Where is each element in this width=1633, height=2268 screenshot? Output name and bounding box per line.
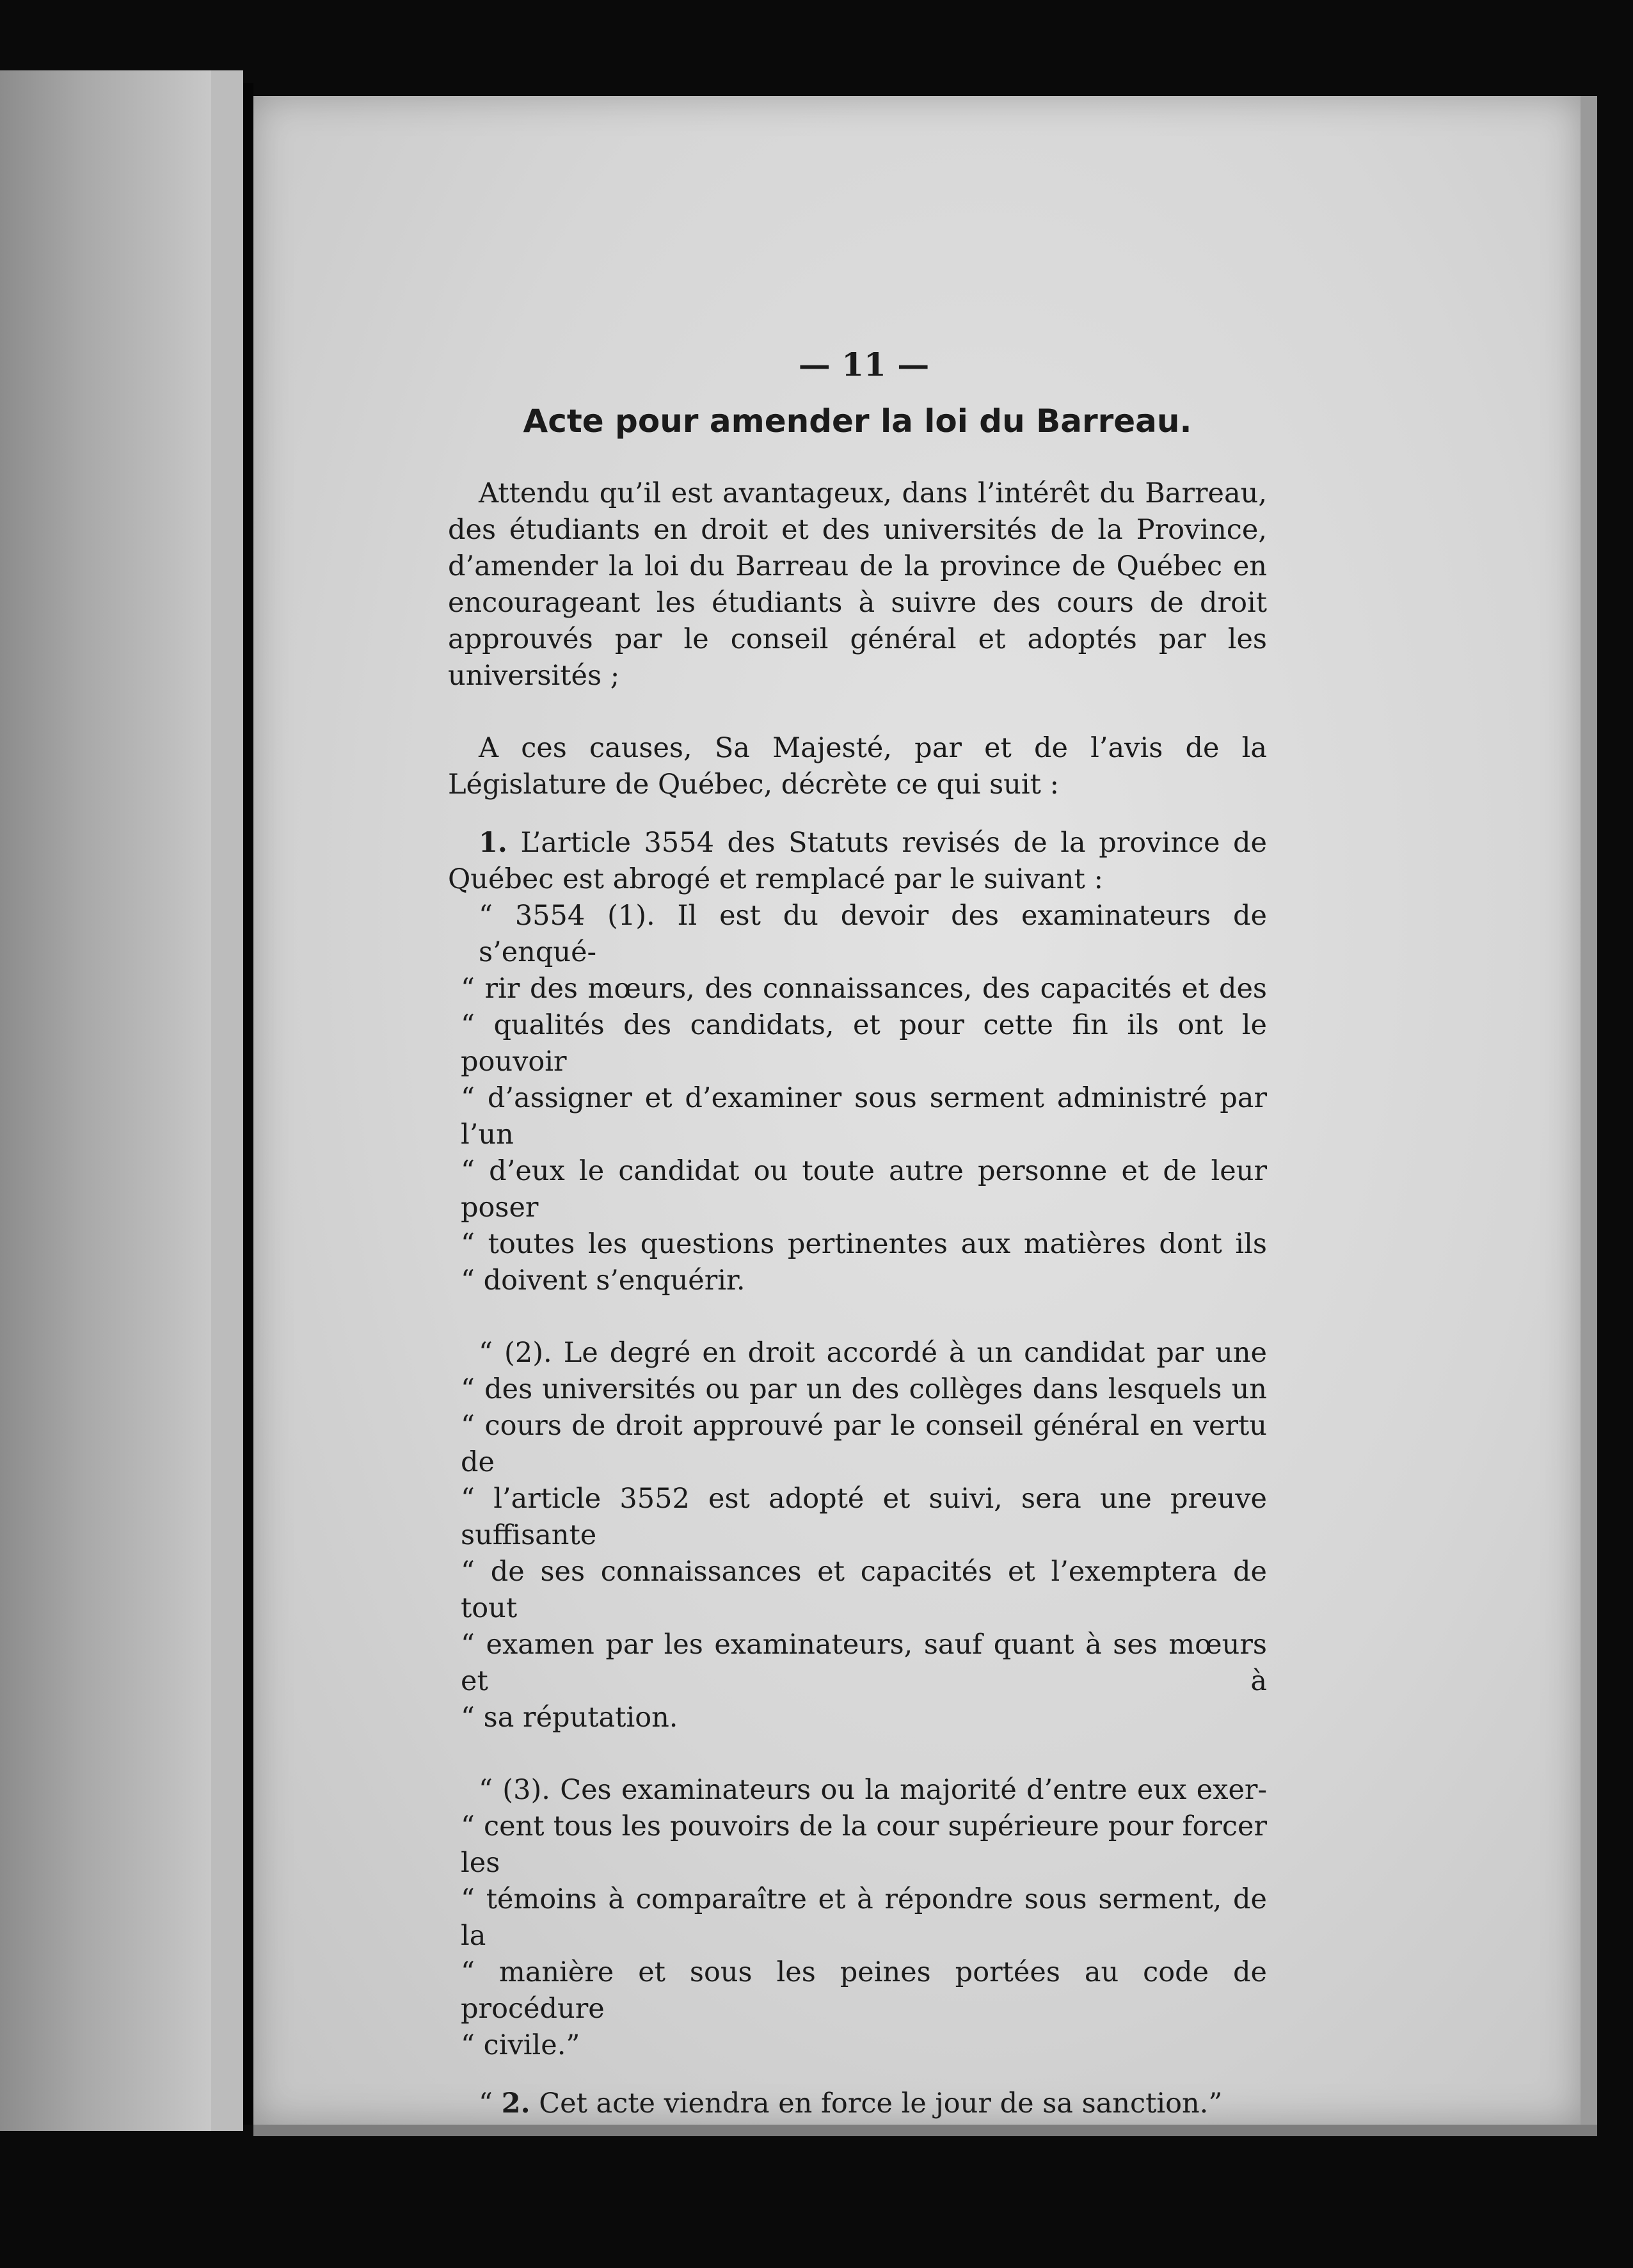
article-1-text: L’article 3554 des Statuts revisés de la province de Québec est abrogé et remplacé par le suivant : — [448, 827, 1267, 895]
enacting-clause: A ces causes, Sa Majesté, par et de l’avis de la Législature de Québec, décrète ce qui suit : — [448, 732, 1267, 801]
section-2-line: “ des universités ou par un des collèges dans lesquels un — [461, 1373, 1267, 1405]
page-number: — 11 — — [798, 346, 930, 383]
section-1-line: “ 3554 (1). Il est du devoir des examinateurs de s’enqué- — [479, 900, 1267, 968]
article-1 — [448, 825, 1267, 898]
section-1-line: “ d’assigner et d’examiner sous serment administré par l’un — [461, 1082, 1267, 1151]
article-2-number: 2. — [501, 2088, 530, 2120]
page-content — [448, 346, 1267, 2122]
preamble-paragraph: Attendu qu’il est avantageux, dans l’intérêt du Barreau, des étudiants en droit et des universités de la Province, d’amender la loi du Barreau de la province de Québec en encourageant les étudiants à suivre des cours de droit approuvés par le conseil général et adoptés par les universités ; — [448, 477, 1267, 692]
previous-page-edge — [0, 70, 211, 2131]
section-3-line: “ cent tous les pouvoirs de la cour supérieure pour forcer les — [461, 1810, 1267, 1879]
section-3-quote — [448, 1772, 1267, 2064]
section-1-line: “ doivent s’enquérir. — [461, 1265, 745, 1297]
book-spine — [243, 83, 253, 2125]
section-1-line: “ rir des mœurs, des connaissances, des capacités et des — [461, 973, 1267, 1005]
page-bottom-edge — [253, 2125, 1597, 2136]
section-2-quote — [448, 1335, 1267, 1736]
section-2-line: “ de ses connaissances et capacités et l’exemptera de tout — [461, 1556, 1267, 1624]
section-1-line: “ toutes les questions pertinentes aux matières dont ils — [461, 1228, 1267, 1260]
article-2 — [448, 2086, 1267, 2122]
section-2-line: “ examen par les examinateurs, sauf quant à ses mœurs et à — [461, 1629, 1267, 1697]
section-1-line: “ qualités des candidats, et pour cette fin ils ont le pouvoir — [461, 1009, 1267, 1078]
section-3-line: “ civile.” — [461, 2029, 580, 2061]
article-2-quote-mark: “ — [479, 2088, 493, 2120]
section-1-line: “ d’eux le candidat ou toute autre personne et de leur poser — [461, 1155, 1267, 1224]
section-2-line: “ l’article 3552 est adopté et suivi, sera une preuve suffisante — [461, 1483, 1267, 1551]
section-3-line: “ manière et sous les peines portées au code de procédure — [461, 1956, 1267, 2025]
article-1-number: 1. — [479, 827, 507, 859]
section-1-quote — [448, 898, 1267, 1299]
act-title: Acte pour amender la loi du Barreau. — [523, 403, 1192, 440]
section-3-line: “ témoins à comparaître et à répondre sous serment, de la — [461, 1883, 1267, 1952]
page-right-edge — [1581, 96, 1597, 2125]
section-2-line: “ cours de droit approuvé par le conseil général en vertu de — [461, 1410, 1267, 1478]
article-2-text: Cet acte viendra en force le jour de sa sanction.” — [539, 2088, 1223, 2120]
section-3-line: “ (3). Ces examinateurs ou la majorité d’entre eux exer- — [479, 1774, 1267, 1806]
section-2-line: “ sa réputation. — [461, 1702, 678, 1734]
section-2-line: “ (2). Le degré en droit accordé à un candidat par une — [479, 1337, 1267, 1369]
page-gutter — [211, 70, 243, 2131]
